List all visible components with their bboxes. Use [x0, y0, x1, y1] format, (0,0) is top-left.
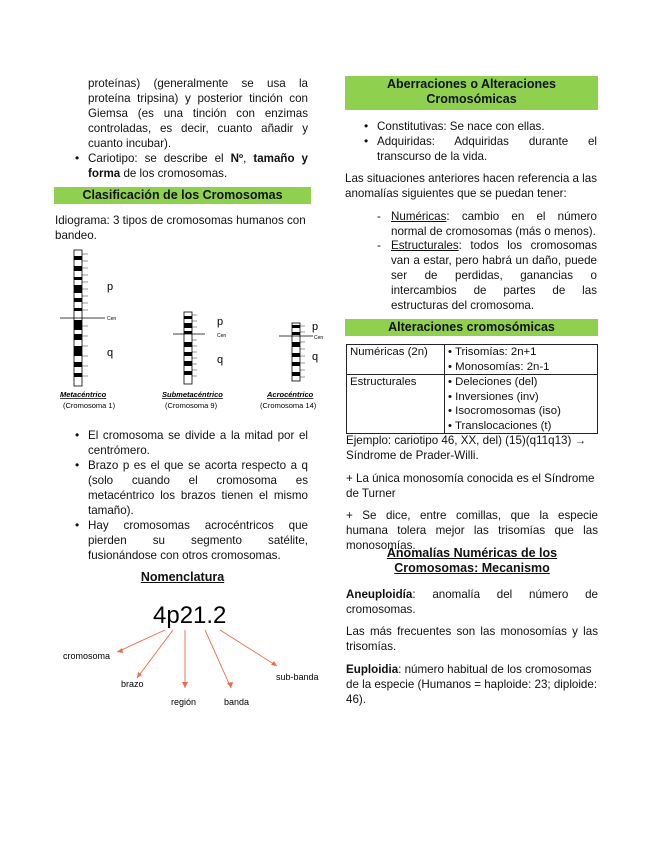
turner-text: + La única monosomía conocida es el Síndrome de Turner [346, 472, 595, 500]
acro-arm-q: q [312, 351, 319, 363]
dash-marker: - [377, 239, 381, 252]
dash-marker: - [377, 210, 381, 223]
idiograma-text: Idiograma: 3 tipos de cromosomas humanos con bandeo. [55, 214, 306, 242]
sub-sub: (Cromosoma 9) [165, 401, 218, 410]
table-row [347, 375, 598, 434]
intro-line: proteínas) (generalmente se usa la [88, 77, 308, 90]
nomenclatura-code: 4p21.2 [153, 602, 227, 629]
alteraciones-header: Alteraciones cromosómicas [345, 319, 598, 336]
aberr-item: • Adquiridas: Adquiridas durante el transcurso de la vida. [364, 134, 597, 163]
situaciones-text: Las situaciones anteriores hacen referencia a las anomalías siguientes que se puedan tener: [345, 172, 597, 200]
frecuentes-text: Las más frecuentes son las monosomías y las trisomías. [346, 625, 598, 653]
bullet-dot: • [75, 428, 80, 442]
aneuploidia-text: Aneuploidía: anomalía del número de cromosomas. [346, 588, 598, 616]
aberr-item: • Constitutivas: Se nace con ellas. [364, 119, 545, 133]
bullet-dot: • [75, 151, 80, 165]
euploidia-text: Euploidia: número habitual de los cromosomas de la especie (Humanos = haploide: 23; diploide: 46). [346, 663, 598, 706]
bullet-dot: • [75, 518, 80, 532]
met-arm-q: q [107, 347, 114, 359]
sub-arm-q: q [217, 354, 224, 366]
table-cell-items: • Deleciones (del) • Inversiones (inv) • Isocromosomas (iso) • Translocaciones (t) [445, 375, 598, 434]
met-cen: Cen [107, 316, 117, 322]
alteraciones-table [346, 344, 598, 434]
numericas-item: - Numéricas: cambio en el número normal de cromosomas (más o menos). [377, 210, 597, 238]
table-cell-items: • Trisomías: 2n+1 • Monosomías: 2n-1 [445, 345, 598, 375]
label-cromosoma: cromosoma [63, 651, 111, 661]
bullet-dot: • [364, 134, 369, 148]
sub-arm-p: p [217, 316, 224, 328]
intro-line: Giemsa (es una tinción con enzimas [88, 107, 308, 120]
mecanismo-title: Anomalías Numéricas de los Cromosomas: Mecanismo [386, 546, 558, 575]
intro-line: controladas, es decir, cuanto añadir y [88, 122, 308, 135]
sub-cen: Cen [217, 333, 227, 339]
metacentric-chromosome [60, 250, 105, 386]
table-cell-label: Numéricas (2n) [347, 345, 445, 375]
sub-label: Submetacéntrico [162, 390, 223, 399]
table-cell-label: Estructurales [347, 375, 445, 434]
acro-label: Acrocéntrico [267, 390, 314, 399]
intro-line: proteína tripsina) y posterior tinción con [88, 92, 308, 105]
label-region: región [171, 697, 197, 707]
cariotipo-bullet: • Cariotipo: se describe el Nº, tamaño y forma de los cromosomas. [75, 151, 308, 180]
bullet-dot: • [364, 119, 369, 133]
acro-arm-p: p [312, 321, 319, 333]
met-sub: (Cromosoma 1) [63, 401, 116, 410]
clasificacion-header: Clasificación de los Cromosomas [54, 187, 311, 204]
submetacentric-chromosome [173, 312, 205, 384]
estructurales-item: - Estructurales: todos los cromosomas van a estar, pero habrá un daño, puede ser de perdidas, ganancias o intercambios de partes de las estructuras del cromosoma. [377, 239, 597, 312]
acrocentric-chromosome [279, 323, 313, 381]
ejemplo-text: Ejemplo: cariotipo 46, XX, del) (15)(q11q13) → Síndrome de Prader-Willi. [346, 434, 587, 462]
bullet-item: • Hay cromosomas acrocéntricos que pierden su segmento satélite, fusionándose con otros cromosomas. [75, 518, 308, 562]
comillas-text: + Se dice, entre comillas, que la especie humana tolera mejor las trisomías que las monosomías. [346, 509, 598, 552]
nomenclatura-title: Nomenclatura [140, 570, 225, 584]
bullet-dot: • [75, 458, 80, 472]
aberraciones-header: Aberraciones o Alteraciones Cromosómicas [345, 76, 598, 110]
table-row [347, 345, 598, 375]
nomenclatura-diagram [55, 596, 325, 716]
bullet-item: • El cromosoma se divide a la mitad por el centrómero. [75, 428, 308, 457]
intro-paragraph [88, 76, 308, 151]
label-banda: banda [224, 697, 250, 707]
acro-sub: (Cromosoma 14) [260, 401, 317, 410]
met-arm-p: p [107, 281, 114, 293]
met-label: Metacéntrico [60, 390, 107, 399]
idiogram-figure [55, 246, 335, 414]
acro-cen: Cen [314, 335, 324, 341]
bullet-item: • Brazo p es el que se acorta respecto a q (solo cuando el cromosoma es metacéntrico los brazos tienen el mismo tamaño). [75, 458, 308, 517]
label-brazo: brazo [121, 679, 144, 689]
label-sub-banda: sub-banda [276, 672, 319, 682]
intro-line: cuanto incubar). [88, 137, 172, 150]
